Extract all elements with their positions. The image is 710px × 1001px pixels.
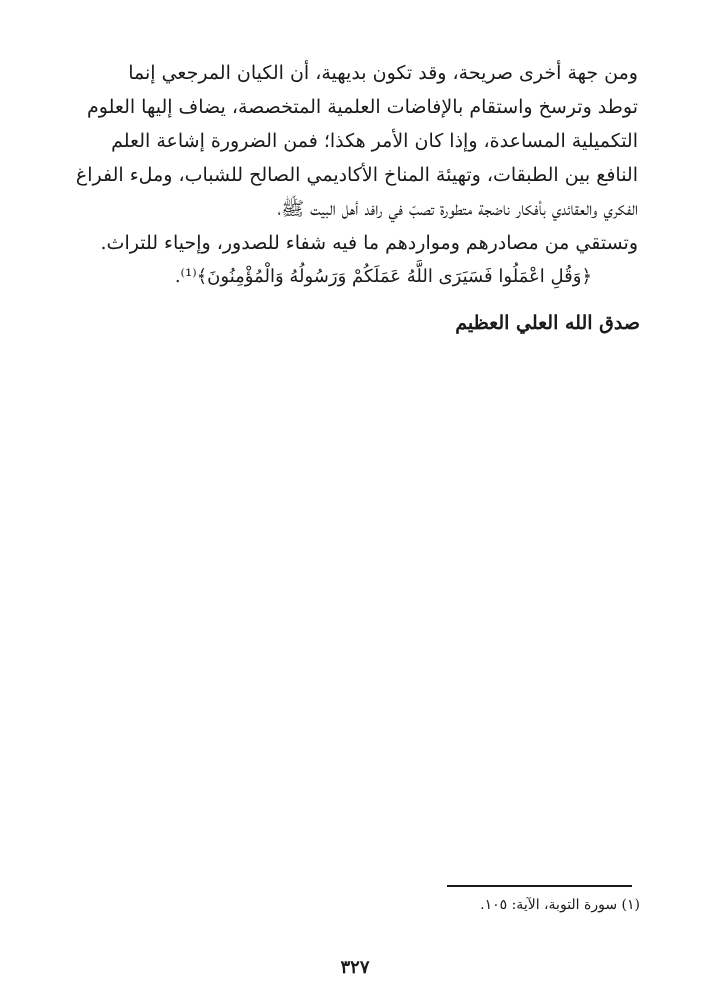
body-paragraph [60, 56, 638, 294]
paragraph-line: النافع بين الطبقات، وتهيئة المناخ الأكاديمي الصالح للشباب، وملء الفراغ [75, 164, 638, 186]
paragraph-line: توطد وترسخ واستقام بالإفاضات العلمية المتخصصة، يضاف إليها العلوم [87, 96, 638, 118]
page-number: ٣٢٧ [340, 957, 370, 978]
quran-verse: ﴿وَقُلِ اعْمَلُوا فَسَيَرَى اللَّهُ عَمَلَكُمْ وَرَسُولُهُ وَالْمُؤْمِنُونَ﴾⁽¹⁾. [174, 266, 592, 287]
paragraph-line: التكميلية المساعدة، وإذا كان الأمر هكذا؛ فمن الضرورة إشاعة العلم [111, 130, 638, 152]
paragraph-line: الفكري والعقائدي بأفكار ناضجة متطورة تصبّ في رافد أهل البيت ﷺ، [277, 198, 638, 220]
paragraph-line: وتستقي من مصادرهم ومواردهم ما فيه شفاء للصدور، وإحياء للتراث. [100, 232, 638, 254]
paragraph-line: ومن جهة أخرى صريحة، وقد تكون بديهية، أن الكيان المرجعي إنما [128, 62, 638, 84]
footnote-separator [447, 885, 632, 887]
footnote-marker: (١) [621, 897, 640, 913]
footnote [480, 897, 640, 913]
footnote-text: سورة التوبة، الآية: ١٠٥. [480, 897, 618, 913]
closing-phrase: صدق الله العلي العظيم [455, 312, 640, 334]
